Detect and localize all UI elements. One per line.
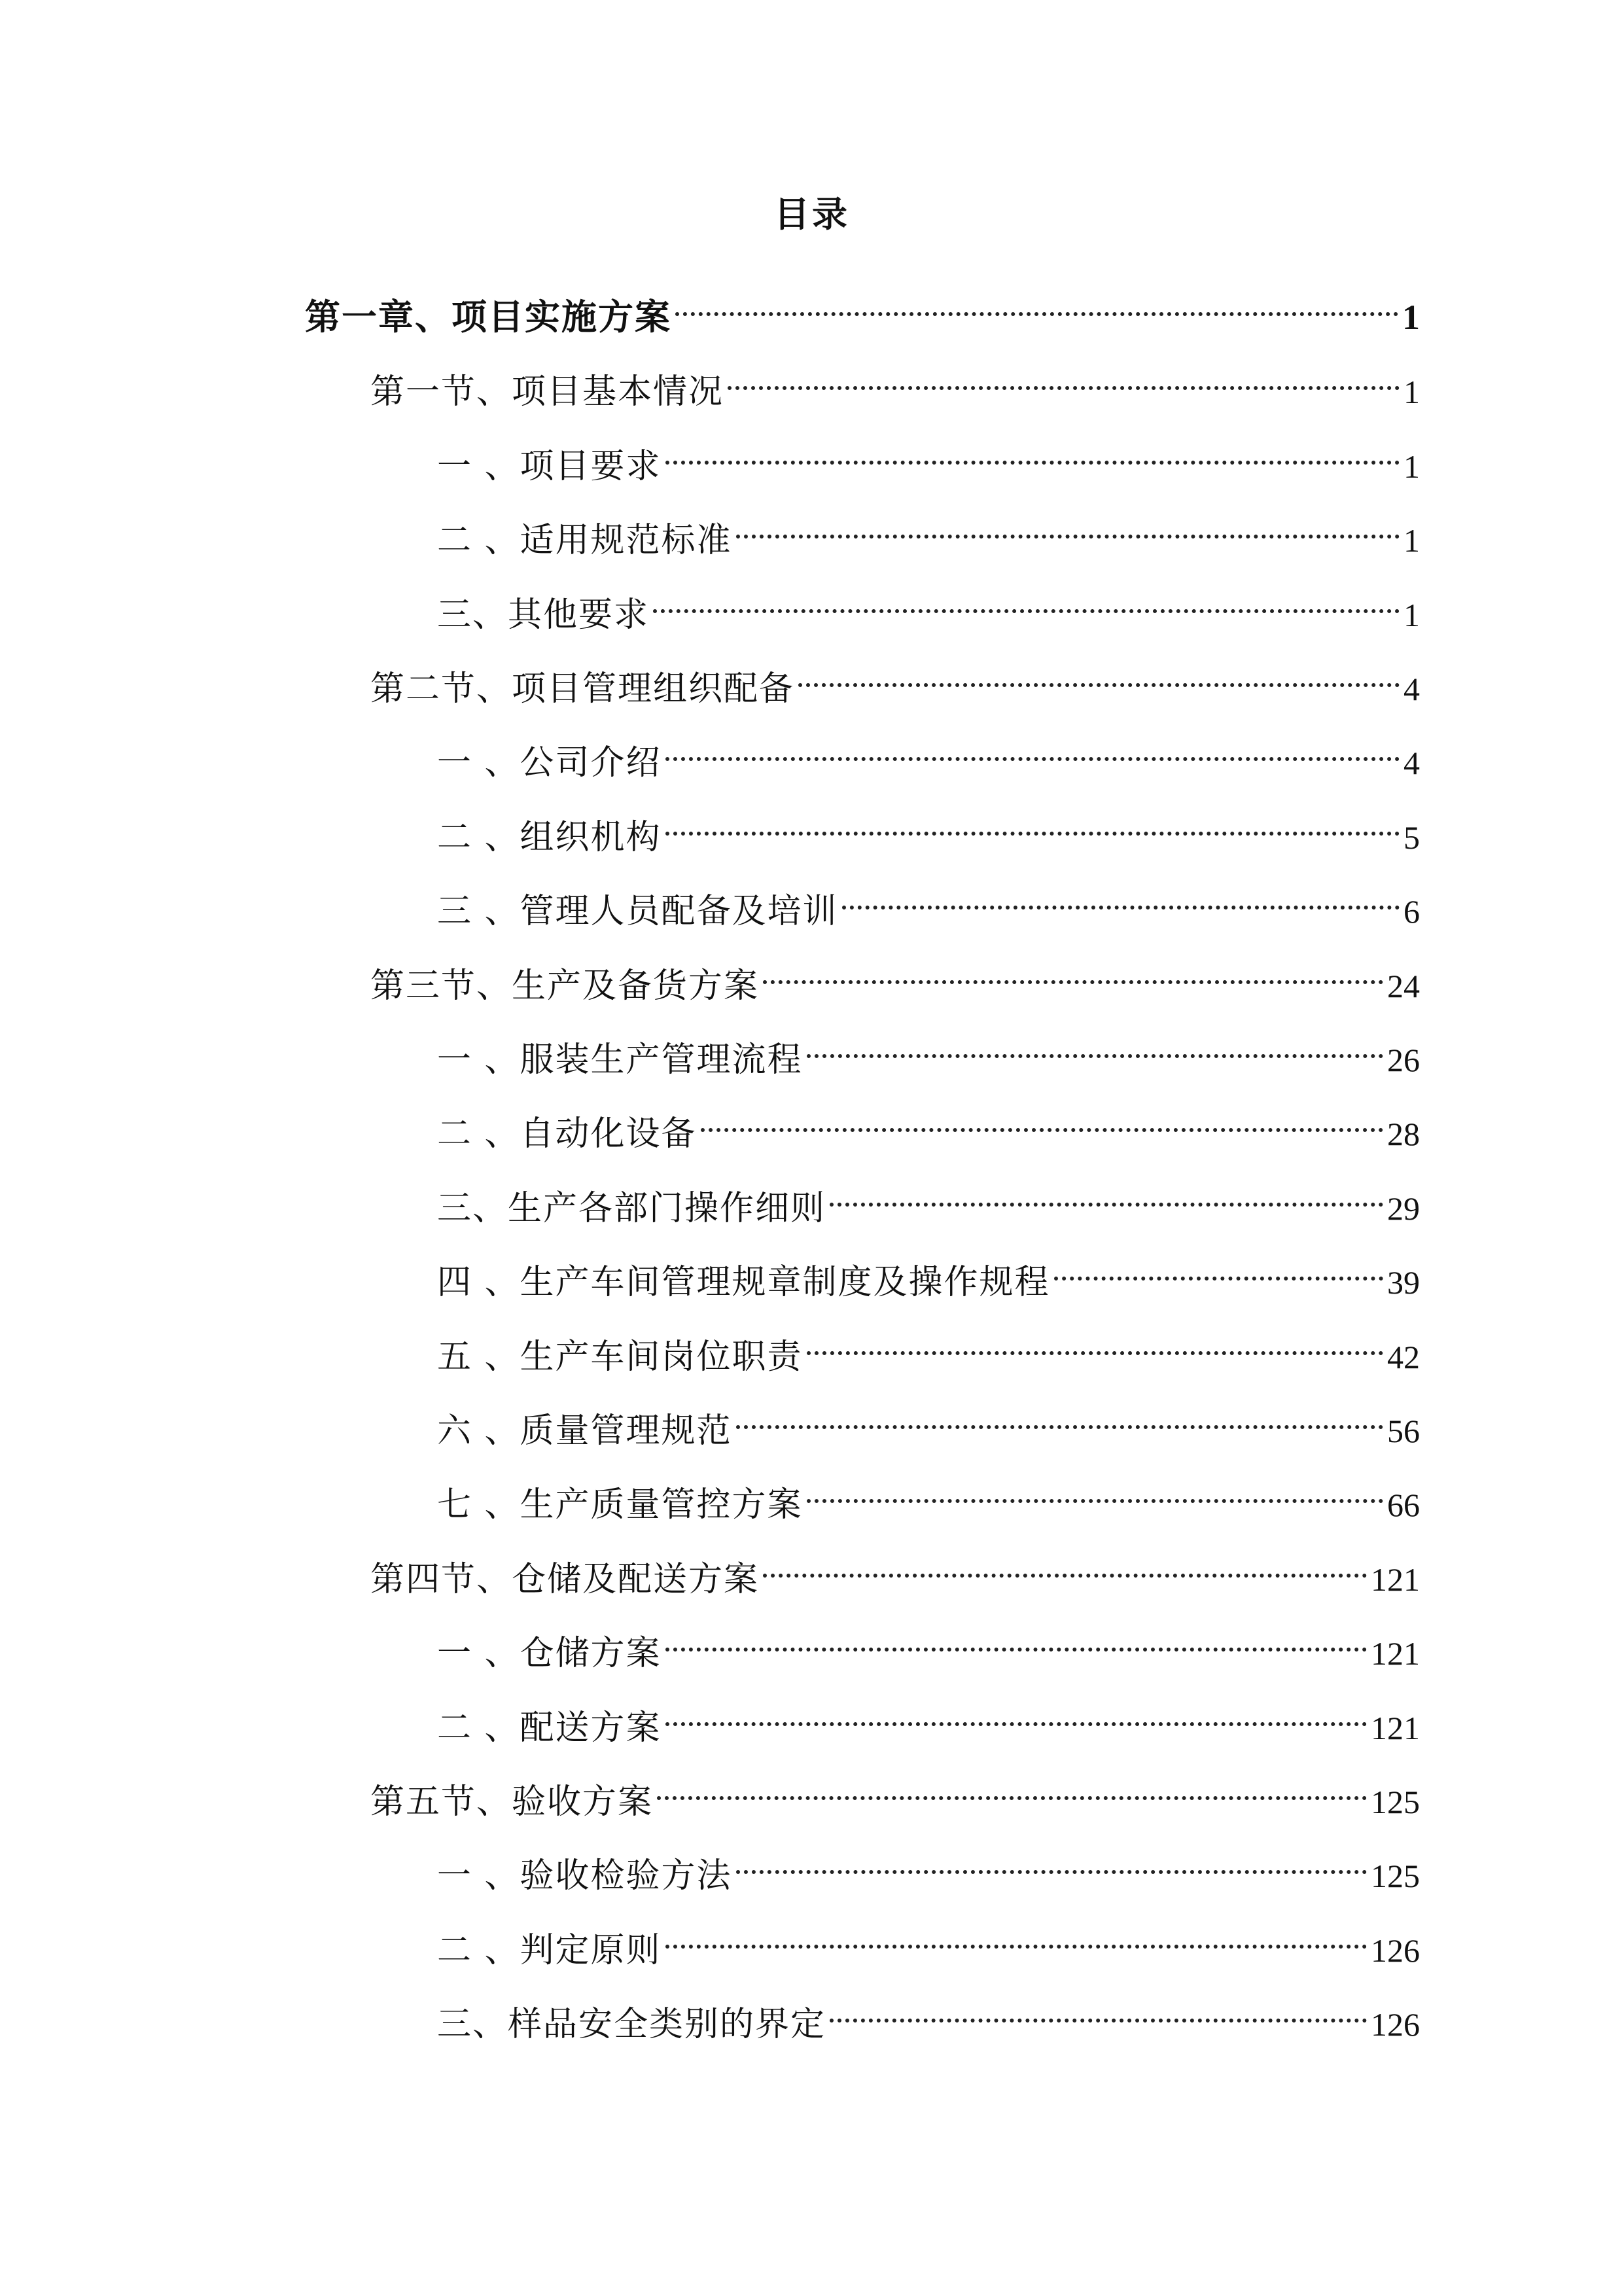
- dot-leader: [662, 1687, 1371, 1739]
- toc-entry[interactable]: [370, 1761, 1420, 1822]
- toc-entry-label: 一 、项目要求: [437, 447, 662, 486]
- toc-entry[interactable]: [437, 722, 1420, 783]
- toc-entry-label: 七 、生产质量管控方案: [437, 1485, 803, 1525]
- dot-leader: [838, 870, 1403, 923]
- dot-leader: [653, 1761, 1371, 1813]
- toc-entry-page-number: 24: [1387, 968, 1420, 1004]
- toc-entry[interactable]: [437, 796, 1420, 857]
- toc-entry[interactable]: [437, 1687, 1420, 1748]
- toc-entry-label: 二 、判定原则: [437, 1931, 662, 1970]
- toc-entry-page-number: 29: [1387, 1190, 1420, 1227]
- toc-entry-page-number: 1: [1403, 597, 1420, 633]
- toc-entry-label: 六 、质量管理规范: [437, 1411, 732, 1451]
- toc-entry-label: 四 、生产车间管理规章制度及操作规程: [437, 1263, 1050, 1302]
- dot-leader: [732, 499, 1403, 552]
- toc-entry[interactable]: [370, 351, 1420, 412]
- page-title: 目录: [774, 194, 850, 235]
- dot-leader: [803, 1316, 1387, 1368]
- toc-entry-label: 一 、公司介绍: [437, 743, 662, 783]
- toc-entry-label: 二 、自动化设备: [437, 1114, 697, 1154]
- toc-entry-page-number: 121: [1371, 1561, 1420, 1598]
- toc-entry-page-number: 39: [1387, 1264, 1420, 1301]
- dot-leader: [759, 945, 1387, 997]
- toc-entry[interactable]: [370, 648, 1420, 709]
- toc-entry-page-number: 56: [1387, 1413, 1420, 1449]
- toc-entry-label: 第三节、生产及备货方案: [370, 966, 760, 1006]
- toc-entry-page-number: 126: [1371, 1932, 1420, 1969]
- dot-leader: [794, 648, 1403, 700]
- toc-entry-label: 三 、管理人员配备及培训: [437, 892, 838, 931]
- toc-entry[interactable]: [437, 1316, 1420, 1377]
- toc-entry-page-number: 121: [1371, 1710, 1420, 1746]
- toc-entry-label: 五 、生产车间岗位职责: [437, 1337, 803, 1377]
- toc-entry-label: 第四节、仓储及配送方案: [370, 1560, 760, 1599]
- toc-entry-label: 三、生产各部门操作细则: [437, 1189, 826, 1228]
- toc-entry[interactable]: [437, 1167, 1420, 1228]
- toc-entry-page-number: 125: [1371, 1784, 1420, 1820]
- toc-entry-label: 二 、配送方案: [437, 1708, 662, 1748]
- dot-leader: [826, 1167, 1387, 1220]
- toc-entry[interactable]: [370, 945, 1420, 1006]
- toc-entry-page-number: 66: [1387, 1487, 1420, 1523]
- dot-leader: [732, 1390, 1387, 1442]
- dot-leader: [826, 1983, 1371, 2036]
- toc-entry-page-number: 4: [1403, 671, 1420, 707]
- toc-entry-page-number: 1: [1403, 374, 1420, 410]
- toc-entry-label: 第一章、项目实施方案: [305, 296, 671, 338]
- dot-leader: [732, 1835, 1371, 1887]
- dot-leader: [724, 351, 1403, 403]
- toc-entry-label: 一 、服装生产管理流程: [437, 1040, 803, 1080]
- toc-entry[interactable]: [437, 574, 1420, 635]
- toc-entry[interactable]: [437, 1909, 1420, 1970]
- dot-leader: [803, 1464, 1387, 1516]
- toc-entry-page-number: 6: [1403, 893, 1420, 930]
- toc-entry[interactable]: [305, 277, 1420, 338]
- dot-leader: [662, 722, 1403, 774]
- toc-entry-page-number: 5: [1403, 819, 1420, 856]
- toc-entry[interactable]: [437, 1835, 1420, 1896]
- toc-entry-label: 二 、适用规范标准: [437, 521, 732, 560]
- toc-entry-page-number: 1: [1403, 448, 1420, 485]
- toc-entry-page-number: 42: [1387, 1339, 1420, 1375]
- toc-entry[interactable]: [437, 1093, 1420, 1154]
- toc-entry[interactable]: [437, 1390, 1420, 1451]
- toc-entry-label: 一 、验收检验方法: [437, 1856, 732, 1896]
- toc-entry-label: 第一节、项目基本情况: [370, 372, 724, 412]
- toc-entry-page-number: 28: [1387, 1116, 1420, 1152]
- toc-entry[interactable]: [437, 425, 1420, 486]
- toc-entry-page-number: 125: [1371, 1858, 1420, 1894]
- dot-leader: [662, 1612, 1371, 1665]
- dot-leader: [662, 796, 1403, 849]
- toc-entry[interactable]: [437, 1241, 1420, 1302]
- toc-entry[interactable]: [437, 499, 1420, 560]
- toc-entry-page-number: 1: [1403, 522, 1420, 559]
- toc-entry[interactable]: [370, 1538, 1420, 1599]
- toc-entry-label: 三、样品安全类别的界定: [437, 2005, 826, 2044]
- toc-entry[interactable]: [437, 1612, 1420, 1673]
- dot-leader: [649, 574, 1403, 626]
- dot-leader: [803, 1019, 1387, 1071]
- toc-entry-page-number: 126: [1371, 2006, 1420, 2043]
- toc-entry-page-number: 26: [1387, 1042, 1420, 1078]
- toc-entry-label: 三、其他要求: [437, 595, 650, 635]
- toc-entry-page-number: 4: [1403, 745, 1420, 781]
- toc-entry-page-number: 121: [1371, 1635, 1420, 1672]
- dot-leader: [662, 1909, 1371, 1962]
- toc-entry-label: 二 、组织机构: [437, 818, 662, 857]
- dot-leader: [697, 1093, 1387, 1145]
- toc-entry[interactable]: [437, 1464, 1420, 1525]
- toc-entry-page-number: 1: [1402, 298, 1420, 337]
- toc-entry[interactable]: [437, 870, 1420, 931]
- dot-leader: [662, 425, 1403, 478]
- toc-entry-label: 一 、仓储方案: [437, 1634, 662, 1673]
- dot-leader: [671, 277, 1402, 329]
- toc-entry-label: 第五节、验收方案: [370, 1782, 654, 1822]
- dot-leader: [759, 1538, 1371, 1591]
- toc-entry[interactable]: [437, 1983, 1420, 2044]
- toc-entry[interactable]: [437, 1019, 1420, 1080]
- dot-leader: [1050, 1241, 1387, 1294]
- toc-entry-label: 第二节、项目管理组织配备: [370, 669, 795, 709]
